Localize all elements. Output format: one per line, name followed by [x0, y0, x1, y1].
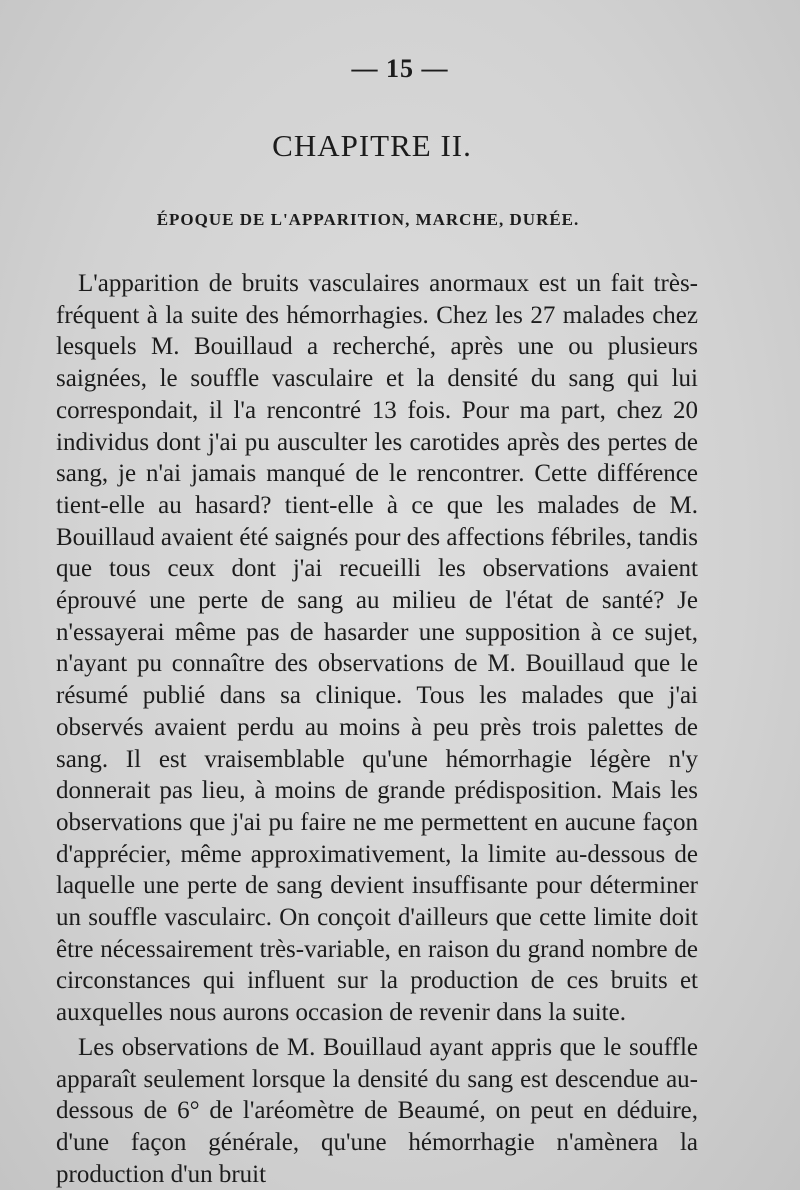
chapter-title: CHAPITRE II.	[272, 128, 472, 163]
body-text	[56, 268, 698, 1190]
page-number: — 15 —	[351, 54, 449, 83]
paragraph: Les observations de M. Bouillaud ayant appris que le souffle apparaît seulement lorsque la densité du sang est descendue au-dessous de 6° de l'aréomètre de Beaumé, on peut en déduire, d'une façon générale, qu'une hémorrhagie n'amènera la production d'un bruit	[56, 1033, 698, 1188]
paragraph: L'apparition de bruits vasculaires anormaux est un fait très-fréquent à la suite des hémorrhagies. Chez les 27 malades chez lesquels M. Bouillaud a recherché, après une ou plusieurs saignées, le souffle vasculaire et la densité du sang qui lui correspondait, il l'a rencontré 13 fois. Pour ma part, chez 20 individus dont j'ai pu ausculter les carotides après des pertes de sang, je n'ai jamais manqué de le rencontrer. Cette différence tient-elle au hasard? tient-elle à ce que les malades de M. Bouillaud avaient été saignés pour des affections fébriles, tandis que tous ceux dont j'ai recueilli les observations avaient éprouvé une perte de sang au milieu de l'état de santé? Je n'essayerai même pas de hasarder une supposition à ce sujet, n'ayant pu connaître des observations de M. Bouillaud que le résumé publié dans sa clinique. Tous les malades que j'ai observés avaient perdu au moins à peu près trois palettes de sang. Il est vraisemblable qu'une hémorrhagie légère n'y donnerait pas lieu, à moins de grande prédisposition. Mais les observations que j'ai pu faire ne me permettent en aucune façon d'apprécier, même approximativement, la limite au-dessous de laquelle une perte de sang devient insuffisante pour déterminer un souffle vasculairc. On conçoit d'ailleurs que cette limite doit être nécessairement très-variable, en raison du grand nombre de circonstances qui influent sur la production de ces bruits et auxquelles nous aurons occasion de revenir dans la suite.	[56, 270, 698, 1027]
section-heading: ÉPOQUE DE L'APPARITION, MARCHE, DURÉE.	[156, 210, 580, 229]
